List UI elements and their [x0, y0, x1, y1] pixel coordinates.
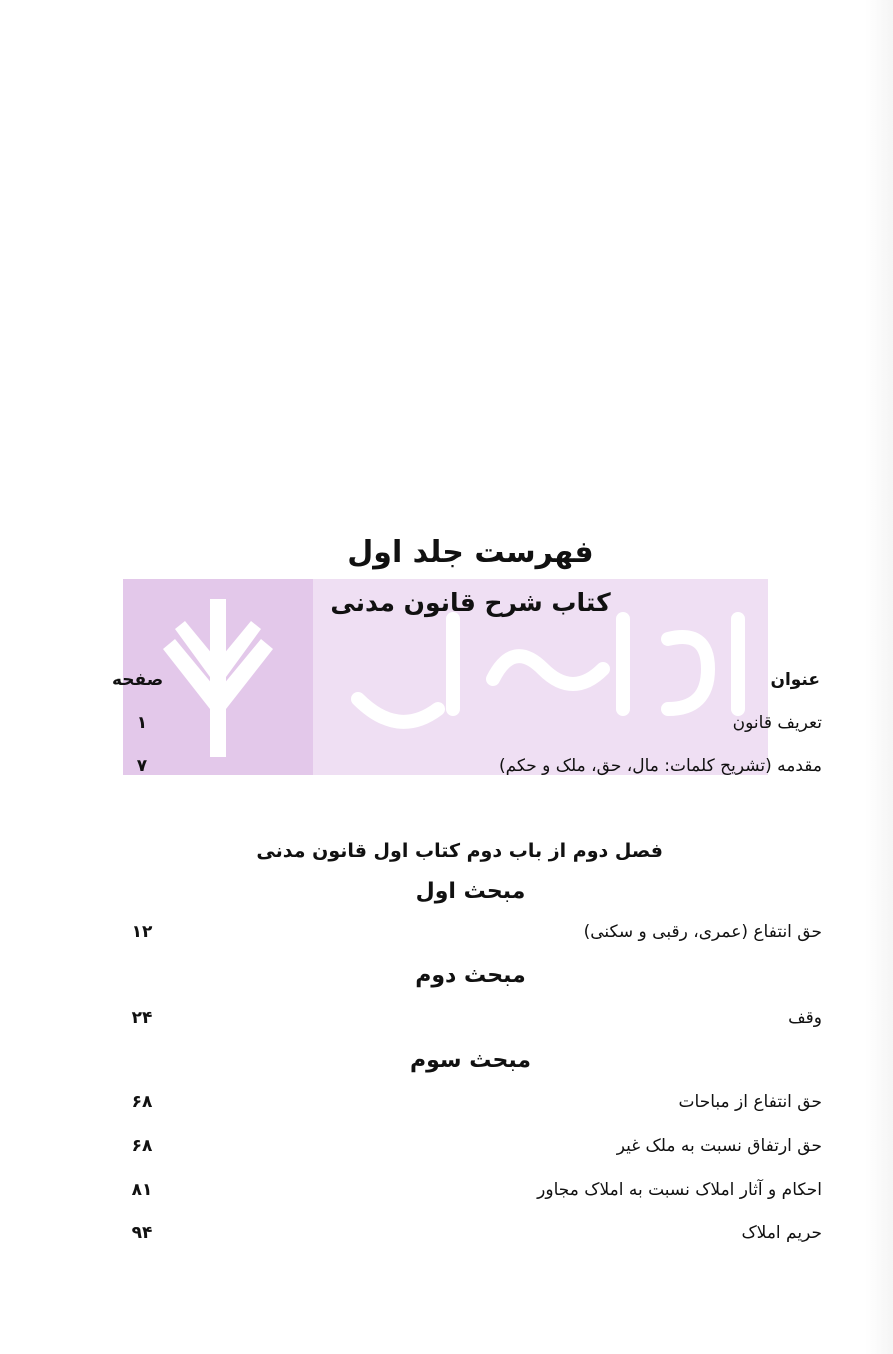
toc-entry-title: وقف — [788, 1008, 822, 1028]
toc-row — [110, 1223, 822, 1253]
toc-entry-page: ۶۸ — [131, 1136, 153, 1156]
toc-row — [110, 922, 822, 952]
toc-entry-page: ۱۲ — [131, 922, 153, 942]
page-title: فهرست جلد اول — [347, 535, 594, 570]
section-heading: مبحث اول — [415, 879, 526, 904]
page-subtitle: کتاب شرح قانون مدنی — [330, 588, 611, 617]
toc-entry-title: حق انتفاع (عمری، رقبی و سکنی) — [583, 922, 822, 942]
toc-row — [110, 756, 822, 786]
chapter-heading: فصل دوم از باب دوم کتاب اول قانون مدنی — [256, 840, 663, 862]
toc-entry-title: حریم املاک — [741, 1223, 822, 1243]
toc-entry-title: مقدمه (تشریح کلمات: مال، حق، ملک و حکم) — [498, 756, 822, 776]
toc-entry-page: ۲۴ — [131, 1008, 153, 1028]
toc-entry-page: ۶۸ — [131, 1092, 153, 1112]
toc-entry-title: احکام و آثار املاک نسبت به املاک مجاور — [537, 1180, 822, 1200]
toc-entry-title: تعریف قانون — [732, 713, 822, 733]
toc-row — [110, 1180, 822, 1210]
column-header-title: عنوان — [770, 670, 820, 690]
toc-entry-page: ۷ — [136, 756, 148, 776]
toc-entry-page: ۸۱ — [131, 1180, 153, 1200]
toc-entry-title: حق انتفاع از مباحات — [678, 1092, 822, 1112]
toc-entry-page: ۱ — [136, 713, 148, 733]
column-header-page: صفحه — [112, 670, 164, 690]
section-heading: مبحث سوم — [410, 1048, 531, 1073]
section-heading: مبحث دوم — [415, 963, 526, 988]
toc-row — [110, 1008, 822, 1038]
toc-row — [110, 713, 822, 743]
toc-entry-title: حق ارتفاق نسبت به ملک غیر — [616, 1136, 822, 1156]
toc-row — [110, 1092, 822, 1122]
toc-entry-page: ۹۴ — [131, 1223, 153, 1243]
toc-row — [110, 1136, 822, 1166]
